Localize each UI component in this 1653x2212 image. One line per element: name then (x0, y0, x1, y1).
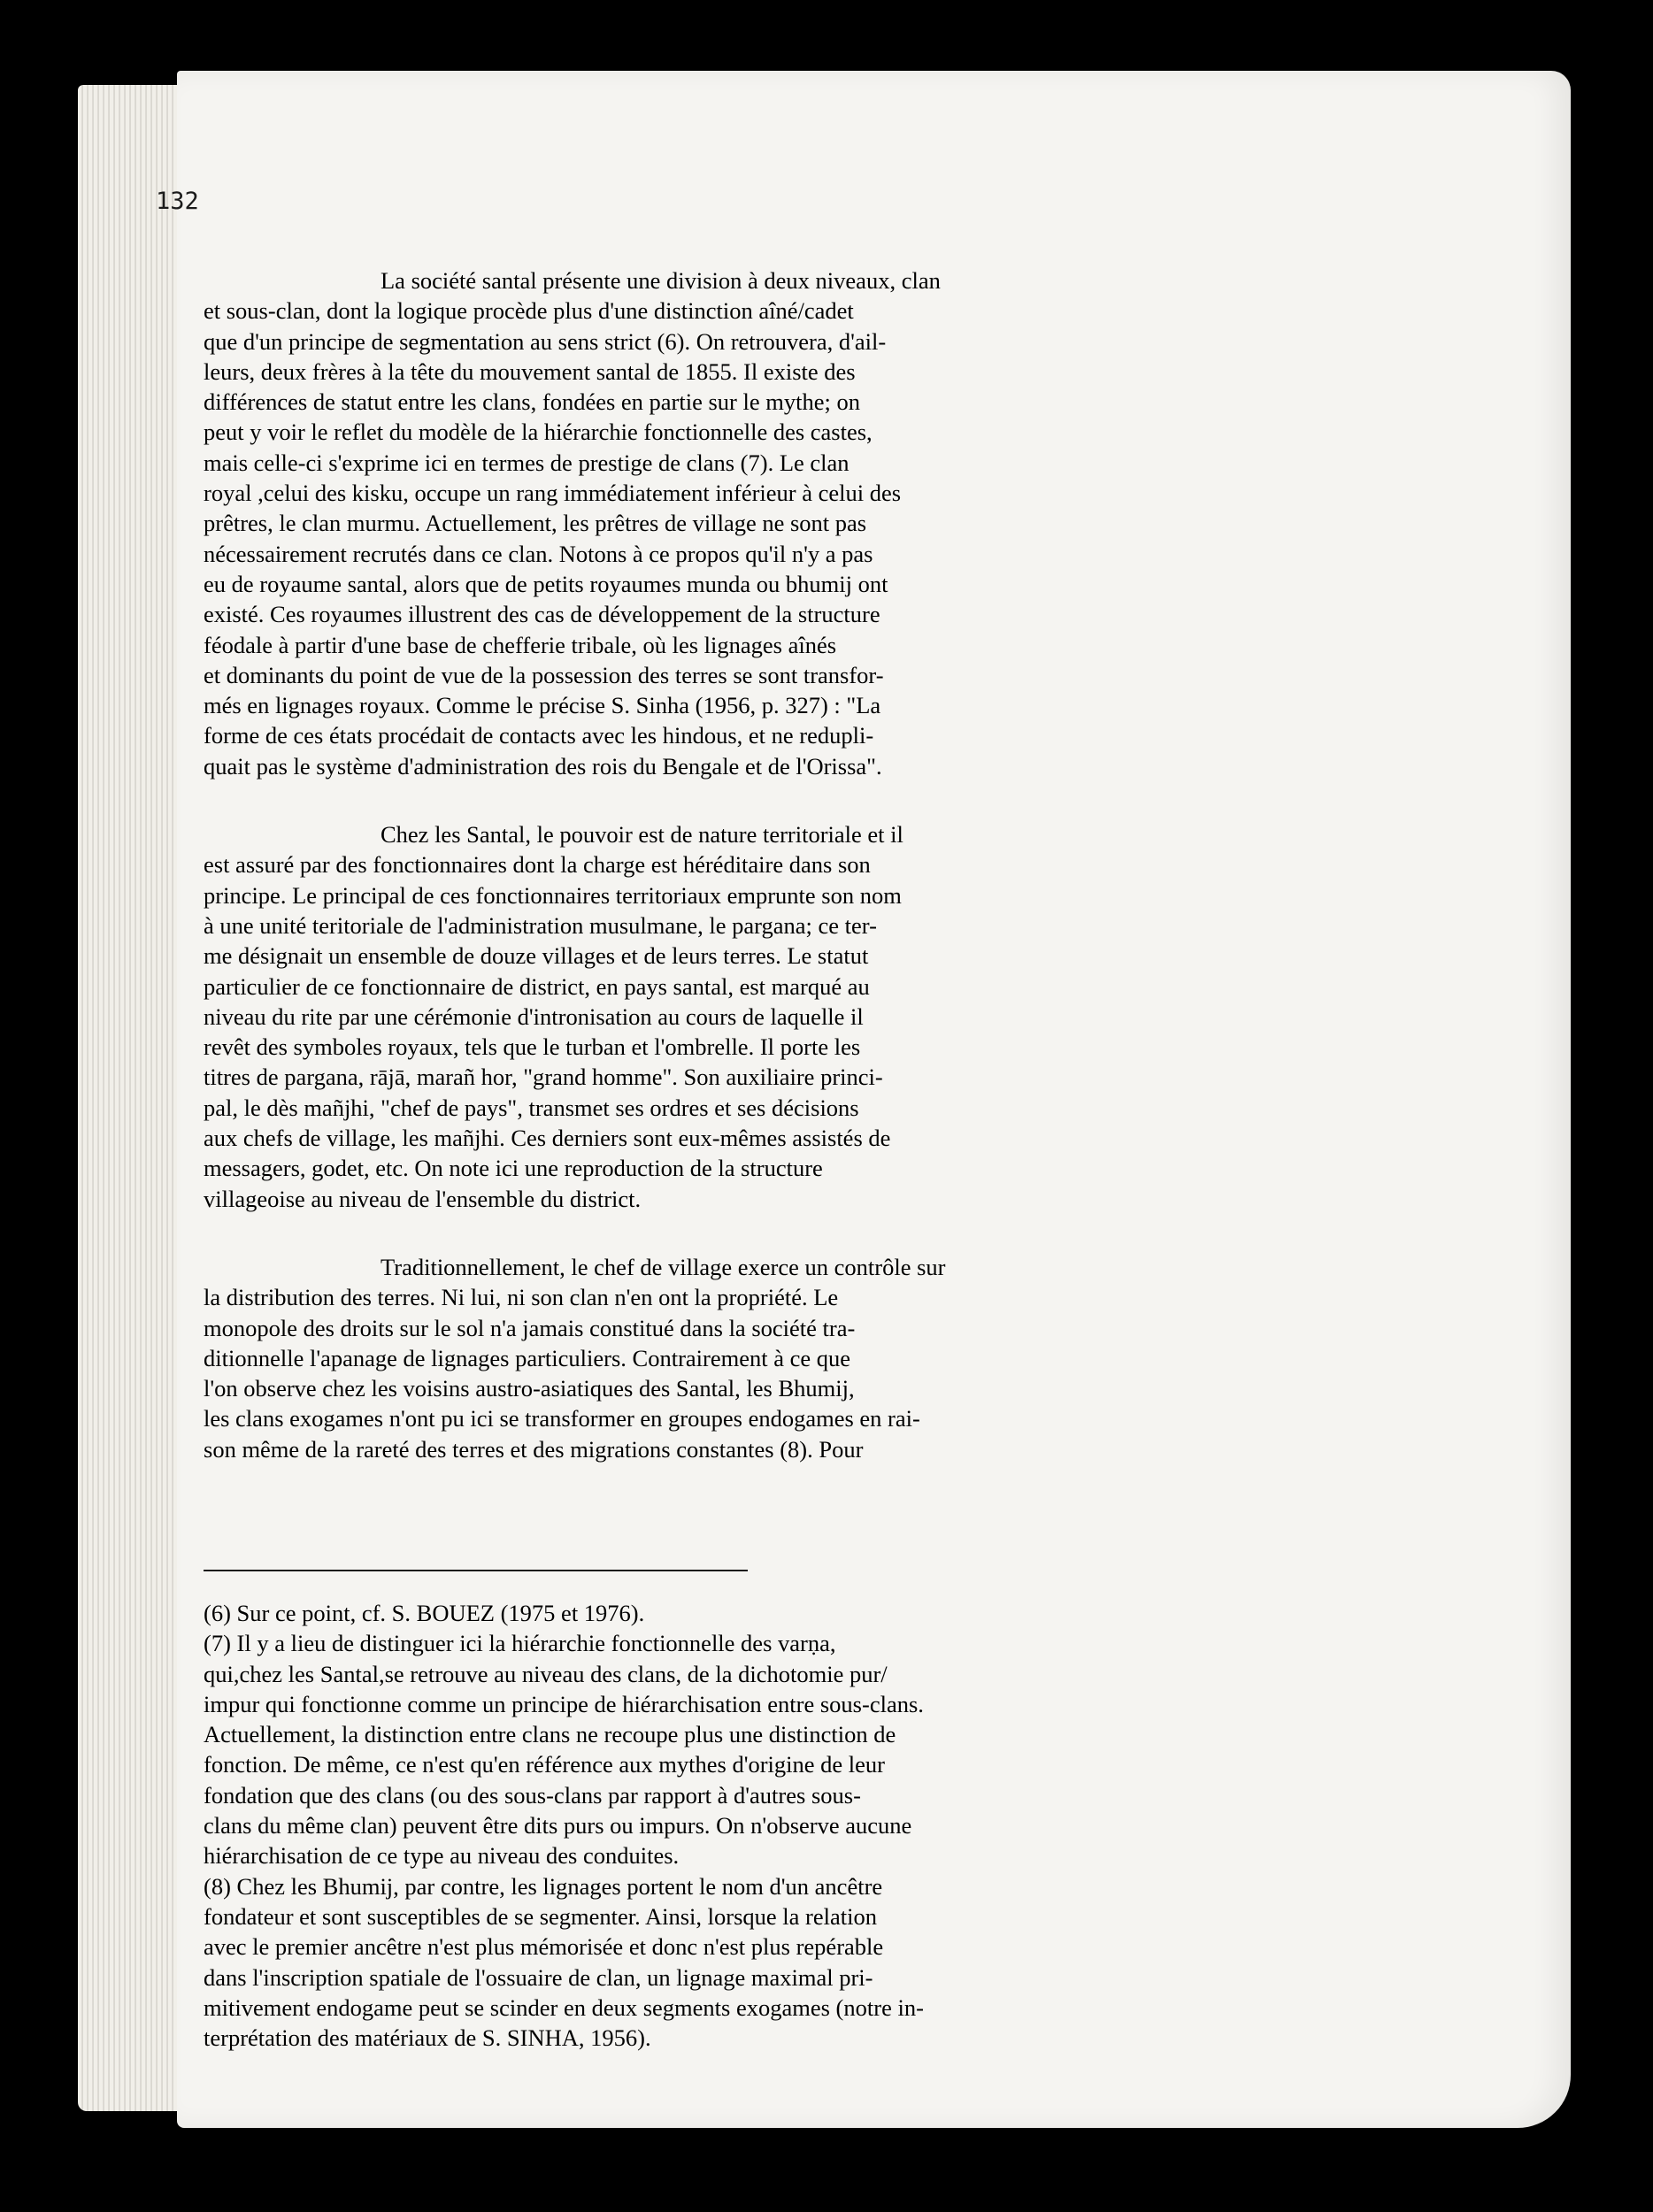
text-line: nécessairement recrutés dans ce clan. Notons à ce propos qu'il n'y a pas (204, 540, 873, 567)
footnote-line: fonction. De même, ce n'est qu'en référence aux mythes d'origine de leur (204, 1751, 886, 1778)
text-line: aux chefs de village, les mañjhi. Ces derniers sont eux-mêmes assistés de (204, 1125, 891, 1152)
footnote-line: hiérarchisation de ce type au niveau des conduites. (204, 1842, 680, 1870)
text-line: et sous-clan, dont la logique procède plus d'une distinction aîné/cadet (204, 297, 854, 325)
footnote-line: fondateur et sont susceptibles de se segmenter. Ainsi, lorsque la relation (204, 1902, 877, 1930)
text-line: pal, le dès mañjhi, "chef de pays", transmet ses ordres et ses décisions (204, 1094, 859, 1121)
footnote-line: mitivement endogame peut se scinder en deux segments exogames (notre in- (204, 1993, 924, 2021)
text-line: l'on observe chez les voisins austro-asiatiques des Santal, les Bhumij, (204, 1375, 855, 1402)
footnote-line: qui,chez les Santal,se retrouve au niveau des clans, de la dichotomie pur/ (204, 1660, 888, 1687)
text-line: différences de statut entre les clans, fondées en partie sur le mythe; on (204, 388, 860, 416)
text-line: niveau du rite par une cérémonie d'intronisation au cours de laquelle il (204, 1002, 864, 1030)
text-line: ditionnelle l'apanage de lignages particuliers. Contrairement à ce que (204, 1344, 851, 1371)
text-line: la distribution des terres. Ni lui, ni son clan n'en ont la propriété. Le (204, 1284, 839, 1311)
text-line: est assuré par des fonctionnaires dont la charge est héréditaire dans son (204, 851, 871, 879)
text-line: Traditionnellement, le chef de village exerce un contrôle sur (381, 1253, 946, 1280)
paragraph-2 (204, 819, 1305, 1214)
text-line: particulier de ce fonctionnaire de district, en pays santal, est marqué au (204, 972, 870, 1000)
text-line: les clans exogames n'ont pu ici se transformer en groupes endogames en rai- (204, 1405, 920, 1432)
text-line: revêt des symboles royaux, tels que le turban et l'ombrelle. Il porte les (204, 1033, 861, 1061)
page-stack-edges (78, 85, 193, 2111)
text-line: existé. Ces royaumes illustrent des cas de développement de la structure (204, 601, 880, 628)
paragraph-1 (204, 265, 1305, 781)
text-line: mais celle-ci s'exprime ici en termes de prestige de clans (7). Le clan (204, 449, 850, 476)
text-line: La société santal présente une division à deux niveaux, clan (381, 267, 941, 294)
footnote-line: (7) Il y a lieu de distinguer ici la hiérarchie fonctionnelle des varṇa, (204, 1630, 836, 1657)
text-line: royal ,celui des kisku, occupe un rang immédiatement inférieur à celui des (204, 480, 902, 507)
text-line: Chez les Santal, le pouvoir est de nature territoriale et il (381, 821, 903, 849)
text-line: principe. Le principal de ces fonctionnaires territoriaux emprunte son nom (204, 881, 902, 909)
text-line: eu de royaume santal, alors que de petits royaumes munda ou bhumij ont (204, 570, 888, 597)
text-line: forme de ces états procédait de contacts avec les hindous, et ne redupli- (204, 722, 874, 749)
text-line: messagers, godet, etc. On note ici une reproduction de la structure (204, 1155, 823, 1182)
text-line: me désignait un ensemble de douze villages et de leurs terres. Le statut (204, 942, 869, 970)
text-line: titres de pargana, rājā, marañ hor, "grand homme". Son auxiliaire princi- (204, 1064, 883, 1091)
body-text (204, 265, 1305, 1502)
footnote-line: (8) Chez les Bhumij, par contre, les lignages portent le nom d'un ancêtre (204, 1872, 883, 1900)
text-line: leurs, deux frères à la tête du mouvement santal de 1855. Il existe des (204, 357, 856, 385)
footnote-line: terprétation des matériaux de S. SINHA, 1956). (204, 2024, 651, 2052)
paragraph-3 (204, 1252, 1305, 1464)
footnotes (204, 1598, 1305, 2053)
text-line: son même de la rareté des terres et des migrations constantes (8). Pour (204, 1435, 864, 1463)
footnote-line: impur qui fonctionne comme un principe de hiérarchisation entre sous-clans. (204, 1690, 924, 1717)
footnote-line: (6) Sur ce point, cf. S. BOUEZ (1975 et 1976). (204, 1600, 645, 1626)
footnote-line: clans du même clan) peuvent être dits purs ou impurs. On n'observe aucune (204, 1812, 912, 1839)
page-number: 132 (156, 188, 199, 215)
footnote-line: Actuellement, la distinction entre clans ne recoupe plus une distinction de (204, 1721, 896, 1748)
text-line: quait pas le système d'administration des rois du Bengale et de l'Orissa". (204, 752, 882, 780)
text-line: que d'un principe de segmentation au sens strict (6). On retrouvera, d'ail- (204, 327, 887, 355)
text-line: prêtres, le clan murmu. Actuellement, les prêtres de village ne sont pas (204, 510, 867, 537)
text-line: peut y voir le reflet du modèle de la hiérarchie fonctionnelle des castes, (204, 419, 873, 446)
footnote-line: avec le premier ancêtre n'est plus mémorisée et donc n'est plus repérable (204, 1933, 884, 1961)
footnote-separator (204, 1570, 748, 1571)
text-line: més en lignages royaux. Comme le précise S. Sinha (1956, p. 327) : "La (204, 692, 881, 719)
text-line: villageoise au niveau de l'ensemble du district. (204, 1185, 642, 1212)
text-line: à une unité teritoriale de l'administration musulmane, le pargana; ce ter- (204, 911, 877, 939)
text-line: féodale à partir d'une base de chefferie tribale, où les lignages aînés (204, 631, 837, 658)
footnote-line: fondation que des clans (ou des sous-clans par rapport à d'autres sous- (204, 1781, 861, 1809)
text-line: monopole des droits sur le sol n'a jamais constitué dans la société tra- (204, 1314, 856, 1341)
text-line: et dominants du point de vue de la possession des terres se sont transfor- (204, 661, 884, 688)
footnote-line: dans l'inscription spatiale de l'ossuaire de clan, un lignage maximal pri- (204, 1963, 873, 1991)
